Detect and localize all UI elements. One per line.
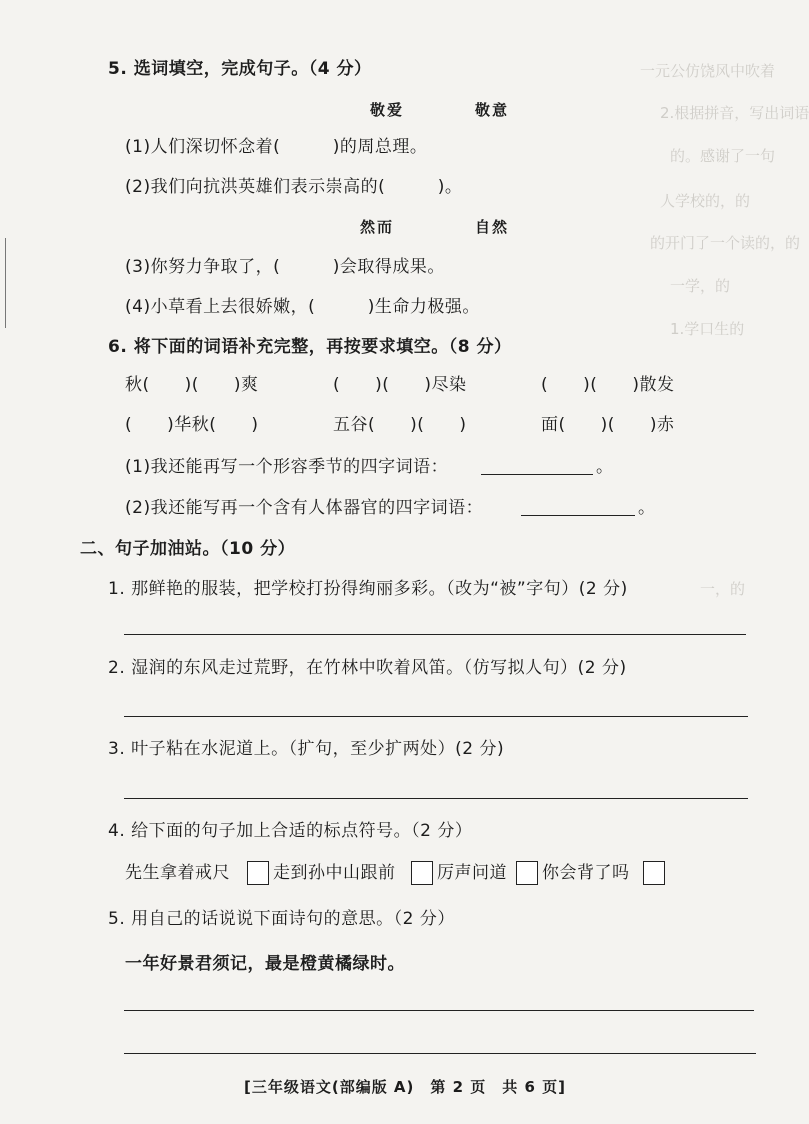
answer-line[interactable] [124, 798, 748, 799]
s2-q2: 2. 湿润的东风走过荒野，在竹林中吹着风笛。（仿写拟人句）(2 分) [108, 658, 627, 678]
bleed-text: 1.学口生的 [670, 320, 745, 338]
q5-sentence-2: (2)我们向抗洪英雄们表示崇高的( )。 [125, 177, 463, 197]
q5-sentence-3: (3)你努力争取了，( )会取得成果。 [125, 257, 445, 277]
q6-fill-2: (2)我还能写再一个含有人体器官的四字词语： [125, 498, 484, 518]
punctuation-box[interactable] [411, 861, 433, 885]
section-2-title: 二、句子加油站。（10 分） [80, 539, 296, 559]
idiom-item: 五谷( )( ) [333, 415, 467, 435]
idiom-item: 秋( )( )爽 [125, 375, 259, 395]
idiom-item: ( )( )散发 [541, 375, 675, 395]
period: 。 [596, 457, 614, 477]
idiom-item: 面( )( )赤 [541, 415, 675, 435]
punctuation-box[interactable] [643, 861, 665, 885]
q5-sentence-4: (4)小草看上去很娇嫩，( )生命力极强。 [125, 297, 480, 317]
idiom-item: ( )( )尽染 [333, 375, 467, 395]
bleed-text: 人学校的，的 [660, 192, 751, 210]
q5-title: 5. 选词填空，完成句子。（4 分） [108, 59, 372, 79]
punctuation-box[interactable] [247, 861, 269, 885]
s2-q4: 4. 给下面的句子加上合适的标点符号。（2 分） [108, 821, 473, 841]
binding-edge [5, 238, 6, 328]
s2-q3: 3. 叶子粘在水泥道上。（扩句，至少扩两处）(2 分) [108, 739, 505, 759]
poem-line: 一年好景君须记，最是橙黄橘绿时。 [125, 954, 405, 974]
q4-sentence-part: 厉声问道 [437, 863, 507, 883]
s2-q1: 1. 那鲜艳的服装，把学校打扮得绚丽多彩。（改为“被”字句）(2 分) [108, 579, 628, 599]
word-bank-option: 自然 [475, 218, 510, 236]
s2-q5: 5. 用自己的话说说下面诗句的意思。（2 分） [108, 909, 455, 929]
bleed-text: 一，的 [700, 580, 746, 598]
period: 。 [638, 498, 656, 518]
answer-line[interactable] [124, 634, 746, 635]
page-footer: [三年级语文(部编版 A) 第 2 页 共 6 页] [244, 1078, 567, 1096]
idiom-item: ( )华秋( ) [125, 415, 259, 435]
answer-blank[interactable] [521, 515, 635, 516]
q4-sentence-part: 你会背了吗 [542, 863, 630, 883]
bleed-text: 2.根据拼音，写出词语 [660, 104, 809, 122]
punctuation-box[interactable] [516, 861, 538, 885]
answer-line[interactable] [124, 1053, 756, 1054]
word-bank-option: 敬意 [475, 101, 510, 119]
bleed-text: 的开门了一个读的，的 [650, 234, 801, 252]
bleed-text: 一元公仿饶风中吹着 [640, 62, 776, 80]
answer-blank[interactable] [481, 474, 593, 475]
q6-fill-1: (1)我还能再写一个形容季节的四字词语： [125, 457, 449, 477]
q4-sentence-part: 先生拿着戒尺 [125, 863, 230, 883]
bleed-text: 一学，的 [670, 277, 731, 295]
answer-line[interactable] [124, 1010, 754, 1011]
q5-sentence-1: (1)人们深切怀念着( )的周总理。 [125, 137, 428, 157]
word-bank-option: 然而 [360, 218, 395, 236]
bleed-text: 的。感谢了一句 [670, 147, 776, 165]
q4-sentence-part: 走到孙中山跟前 [273, 863, 396, 883]
word-bank-option: 敬爱 [370, 101, 405, 119]
answer-line[interactable] [124, 716, 748, 717]
q6-title: 6. 将下面的词语补充完整，再按要求填空。（8 分） [108, 337, 512, 357]
